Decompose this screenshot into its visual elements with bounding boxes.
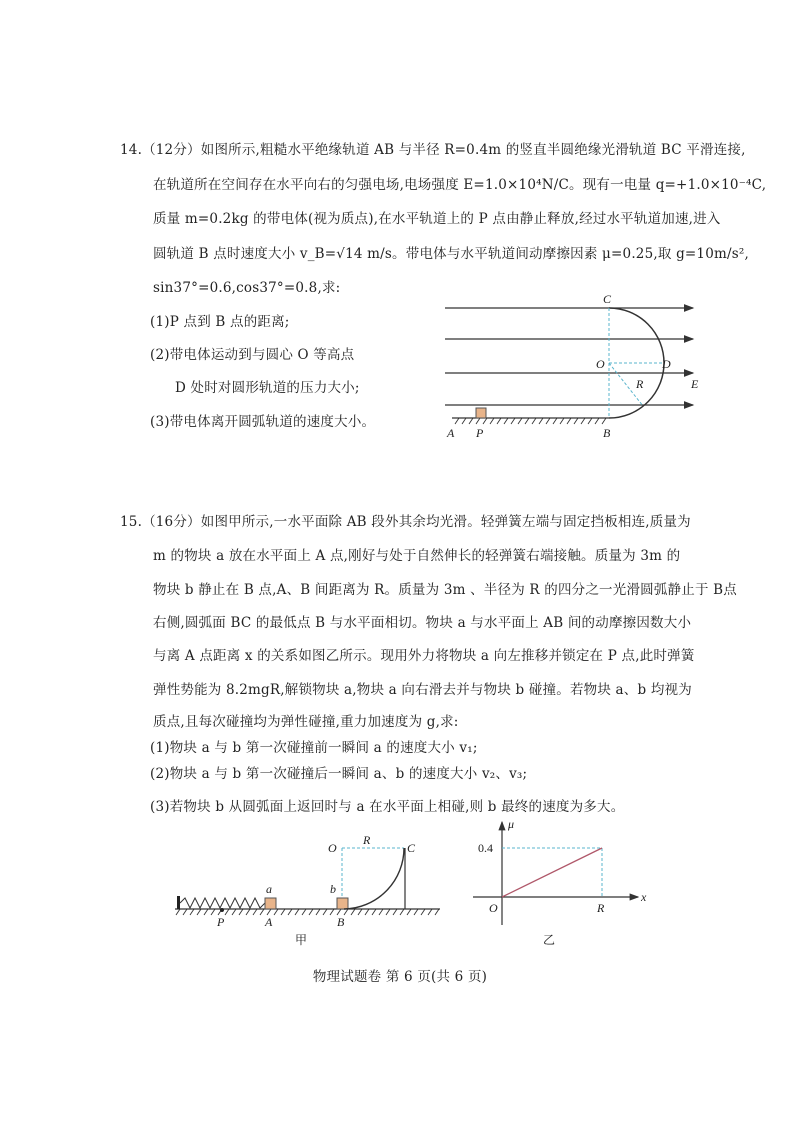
label-o2: O: [328, 841, 337, 855]
q14-line-3: 质量 m=0.2kg 的带电体(视为质点),在水平轨道上的 P 点由静止释放,经过水平轨道加速,进入: [153, 211, 721, 227]
mu-line: [502, 848, 602, 897]
x-tick: R: [597, 901, 605, 915]
spring: [180, 898, 265, 908]
hatch-mark: [295, 909, 299, 915]
q15-part-2: (2)物块 a 与 b 第一次碰撞后一瞬间 a、b 的速度大小 v₂、v₃;: [150, 766, 528, 782]
hatch-mark: [253, 909, 257, 915]
hatch-mark: [407, 909, 411, 915]
label-b-block: b: [330, 882, 336, 896]
hatch-mark: [176, 909, 180, 915]
q14-part-1: (1)P 点到 B 点的距离;: [150, 314, 290, 330]
hatch-mark: [246, 909, 250, 915]
origin-label: O: [489, 901, 498, 915]
q14-line-1: 14.（12分）如图所示,粗糙水平绝缘轨道 AB 与半径 R=0.4m 的竖直半圆绝缘光滑轨道 BC 平滑连接,: [120, 142, 746, 158]
label-c: C: [603, 292, 612, 306]
q15-part-1: (1)物块 a 与 b 第一次碰撞前一瞬间 a 的速度大小 v₁;: [150, 740, 478, 756]
label-b: B: [603, 426, 611, 440]
hatch-mark: [379, 909, 383, 915]
hatch-mark: [260, 909, 264, 915]
point-p: [220, 908, 224, 912]
quarter-arc: [344, 848, 404, 909]
hatch-mark: [190, 909, 194, 915]
hatch-mark: [302, 909, 306, 915]
hatch-mark: [435, 909, 439, 915]
label-o: O: [596, 357, 605, 371]
block-b: [337, 898, 348, 909]
block-a: [265, 898, 276, 909]
hatch-mark: [428, 909, 432, 915]
q15-line-6: 弹性势能为 8.2mgR,解锁物块 a,物块 a 向右滑去并与物块 b 碰撞。若物块 a、b 均视为: [153, 682, 692, 698]
hatch-mark: [274, 909, 278, 915]
caption-jia: 甲: [295, 933, 308, 947]
hatch-mark: [365, 909, 369, 915]
label-a: A: [447, 426, 455, 440]
hatch-mark: [232, 909, 236, 915]
hatch-mark: [225, 909, 229, 915]
label-e: E: [691, 377, 699, 391]
hatch-mark: [281, 909, 285, 915]
hatch-mark: [288, 909, 292, 915]
hatch-mark: [204, 909, 208, 915]
q15-part-3: (3)若物块 b 从圆弧面上返回时与 a 在水平面上相碰,则 b 最终的速度为多大。: [150, 799, 625, 815]
label-r2: R: [363, 833, 371, 847]
hatch-mark: [372, 909, 376, 915]
q14-part-2b: D 处时对圆形轨道的压力大小;: [175, 380, 360, 396]
q15-line-3: 物块 b 静止在 B 点,A、B 间距离为 R。质量为 3m 、半径为 R 的四分之一光滑圆弧静止于 B点: [153, 582, 737, 598]
label-a2: A: [265, 915, 273, 929]
label-c2: C: [407, 841, 416, 855]
hatch-mark: [239, 909, 243, 915]
hatch-mark: [400, 909, 404, 915]
label-p2: P: [217, 915, 225, 929]
label-p: P: [476, 426, 484, 440]
hatch-mark: [386, 909, 390, 915]
hatch-mark: [197, 909, 201, 915]
hatch-mark: [393, 909, 397, 915]
label-r: R: [636, 377, 644, 391]
q14-part-3: (3)带电体离开圆弧轨道的速度大小。: [150, 414, 376, 430]
q15-line-4: 右侧,圆弧面 BC 的最低点 B 与水平面相切。物块 a 与水平面上 AB 间的动摩擦因数大小: [153, 615, 692, 631]
hatch-mark: [414, 909, 418, 915]
caption-yi: 乙: [543, 933, 556, 947]
hatch-mark: [309, 909, 313, 915]
hatch-mark: [344, 909, 348, 915]
label-d: D: [662, 357, 671, 371]
q14-line-5: sin37°=0.6,cos37°=0.8,求:: [153, 280, 341, 296]
label-a-block: a: [266, 882, 272, 896]
q14-part-2: (2)带电体运动到与圆心 O 等高点: [150, 347, 355, 363]
hatch-mark: [323, 909, 327, 915]
q15-line-2: m 的物块 a 放在水平面上 A 点,刚好与处于自然伸长的轻弹簧右端接触。质量为 3m 的: [153, 548, 681, 564]
hatch-mark: [330, 909, 334, 915]
hatch-mark: [421, 909, 425, 915]
q15-line-7: 质点,且每次碰撞均为弹性碰撞,重力加速度为 g,求:: [153, 714, 459, 730]
hatch-mark: [316, 909, 320, 915]
charged-body: [476, 408, 486, 418]
y-tick: 0.4: [478, 841, 493, 855]
hatch-mark: [358, 909, 362, 915]
jia-hatch: [176, 909, 439, 915]
wall-plate: [177, 896, 180, 909]
q15-line-5: 与离 A 点距离 x 的关系如图乙所示。现用外力将物块 a 向左推移并锁定在 P 点,此时弹簧: [153, 648, 695, 664]
x-label: x: [641, 890, 647, 904]
mu-label: μ: [508, 817, 515, 831]
label-b2: B: [337, 915, 345, 929]
hatch-mark: [183, 909, 187, 915]
hatch-mark: [351, 909, 355, 915]
page-footer: 物理试题卷 第 6 页(共 6 页): [312, 969, 488, 985]
q14-line-2: 在轨道所在空间存在水平向右的匀强电场,电场强度 E=1.0×10⁴N/C。现有一电量 q=+1.0×10⁻⁴C,: [153, 177, 767, 193]
q15-line-1: 15.（16分）如图甲所示,一水平面除 AB 段外其余均光滑。轻弹簧左端与固定挡板相连,质量为: [120, 514, 691, 530]
ground-hatch: [455, 418, 606, 424]
q14-line-4: 圆轨道 B 点时速度大小 v_B=√14 m/s。带电体与水平轨道间动摩擦因素 μ=0.25,取 g=10m/s²,: [153, 246, 749, 262]
hatch-mark: [211, 909, 215, 915]
